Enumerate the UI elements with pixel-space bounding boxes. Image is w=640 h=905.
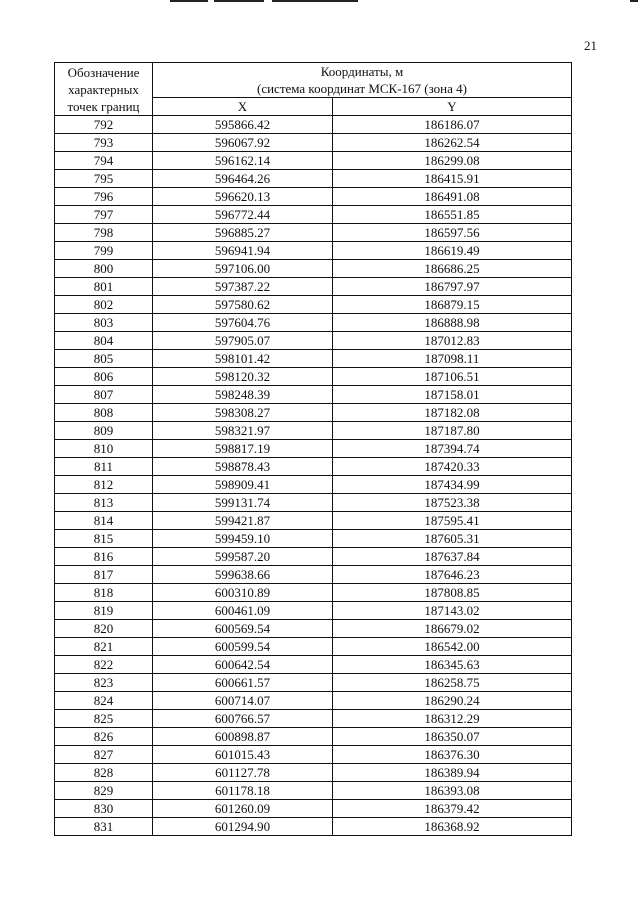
y-coordinate-cell: 186299.08 [333,152,572,170]
x-coordinate-cell: 596885.27 [153,224,333,242]
y-coordinate-cell: 186350.07 [333,728,572,746]
table-row [55,368,572,386]
table-row [55,710,572,728]
table-row [55,800,572,818]
table-row [55,494,572,512]
y-coordinate-cell: 186797.97 [333,278,572,296]
y-coordinate-cell: 187434.99 [333,476,572,494]
table-row [55,332,572,350]
y-coordinate-cell: 186551.85 [333,206,572,224]
point-number-cell: 825 [55,710,153,728]
point-number-cell: 795 [55,170,153,188]
point-number-cell: 815 [55,530,153,548]
point-number-cell: 797 [55,206,153,224]
table-row [55,314,572,332]
x-coordinate-cell: 598321.97 [153,422,333,440]
y-coordinate-cell: 186186.07 [333,116,572,134]
x-coordinate-cell: 600898.87 [153,728,333,746]
table-row [55,620,572,638]
point-number-cell: 807 [55,386,153,404]
y-coordinate-cell: 187605.31 [333,530,572,548]
x-coordinate-cell: 598101.42 [153,350,333,368]
x-coordinate-cell: 597580.62 [153,296,333,314]
y-coordinate-cell: 187158.01 [333,386,572,404]
x-coordinate-cell: 597106.00 [153,260,333,278]
y-coordinate-cell: 187595.41 [333,512,572,530]
y-coordinate-cell: 187098.11 [333,350,572,368]
point-header-line: характерных [68,81,139,97]
x-coordinate-cell: 597387.22 [153,278,333,296]
x-coordinate-cell: 601015.43 [153,746,333,764]
table-header-row [55,63,572,81]
page-number: 21 [584,38,597,53]
table-row [55,602,572,620]
point-number-cell: 818 [55,584,153,602]
y-coordinate-cell: 186368.92 [333,818,572,836]
x-coordinate-cell: 599638.66 [153,566,333,584]
table-row [55,224,572,242]
x-coordinate-cell: 596620.13 [153,188,333,206]
y-coordinate-cell: 186290.24 [333,692,572,710]
table-row [55,692,572,710]
x-coordinate-cell: 600569.54 [153,620,333,638]
point-number-cell: 799 [55,242,153,260]
x-coordinate-cell: 596162.14 [153,152,333,170]
y-coordinate-cell: 186491.08 [333,188,572,206]
x-coordinate-cell: 600766.57 [153,710,333,728]
point-number-cell: 827 [55,746,153,764]
y-coordinate-cell: 187637.84 [333,548,572,566]
point-header-line: Обозначение [67,64,140,80]
point-number-cell: 828 [55,764,153,782]
point-number-cell: 819 [55,602,153,620]
point-number-cell: 806 [55,368,153,386]
y-coordinate-cell: 186619.49 [333,242,572,260]
table-row [55,242,572,260]
x-coordinate-cell: 598878.43 [153,458,333,476]
x-coordinate-cell: 597604.76 [153,314,333,332]
point-number-cell: 809 [55,422,153,440]
x-coordinate-cell: 600461.09 [153,602,333,620]
coordinates-table [54,62,572,836]
point-number-cell: 816 [55,548,153,566]
table-row [55,386,572,404]
y-coordinate-cell: 187420.33 [333,458,572,476]
table-row [55,278,572,296]
y-coordinate-cell: 186879.15 [333,296,572,314]
x-coordinate-cell: 601260.09 [153,800,333,818]
y-coordinate-cell: 187394.74 [333,440,572,458]
point-number-cell: 805 [55,350,153,368]
point-number-cell: 822 [55,656,153,674]
point-number-cell: 817 [55,566,153,584]
point-number-cell: 808 [55,404,153,422]
y-coordinate-cell: 186888.98 [333,314,572,332]
table-row [55,728,572,746]
point-number-cell: 812 [55,476,153,494]
x-coordinate-cell: 601127.78 [153,764,333,782]
point-designation-header [55,63,153,116]
coordinate-system: (система координат МСК-167 (зона 4) [153,80,572,98]
point-number-cell: 792 [55,116,153,134]
x-column-header: X [153,98,333,116]
table-row [55,206,572,224]
y-coordinate-cell: 186679.02 [333,620,572,638]
point-number-cell: 794 [55,152,153,170]
point-number-cell: 800 [55,260,153,278]
x-coordinate-cell: 596067.92 [153,134,333,152]
x-coordinate-cell: 596941.94 [153,242,333,260]
point-number-cell: 813 [55,494,153,512]
point-number-cell: 802 [55,296,153,314]
table-row [55,818,572,836]
table-row [55,548,572,566]
y-column-header: Y [333,98,572,116]
y-coordinate-cell: 186389.94 [333,764,572,782]
x-coordinate-cell: 597905.07 [153,332,333,350]
y-coordinate-cell: 186597.56 [333,224,572,242]
x-coordinate-cell: 596464.26 [153,170,333,188]
y-coordinate-cell: 187187.80 [333,422,572,440]
table-row [55,350,572,368]
point-number-cell: 820 [55,620,153,638]
point-number-cell: 798 [55,224,153,242]
table-row [55,476,572,494]
x-coordinate-cell: 601294.90 [153,818,333,836]
x-coordinate-cell: 600714.07 [153,692,333,710]
table-row [55,566,572,584]
point-number-cell: 829 [55,782,153,800]
point-number-cell: 803 [55,314,153,332]
point-header-line: точек границ [67,98,140,114]
y-coordinate-cell: 186379.42 [333,800,572,818]
table-row [55,134,572,152]
y-coordinate-cell: 186258.75 [333,674,572,692]
x-coordinate-cell: 599459.10 [153,530,333,548]
x-coordinate-cell: 598248.39 [153,386,333,404]
table-row [55,746,572,764]
table-row [55,512,572,530]
x-coordinate-cell: 600310.89 [153,584,333,602]
table-row [55,296,572,314]
table-row [55,458,572,476]
table-row [55,584,572,602]
y-coordinate-cell: 186312.29 [333,710,572,728]
table-row [55,260,572,278]
point-number-cell: 814 [55,512,153,530]
top-edge-mark [170,0,208,2]
x-coordinate-cell: 599131.74 [153,494,333,512]
point-number-cell: 804 [55,332,153,350]
y-coordinate-cell: 186542.00 [333,638,572,656]
y-coordinate-cell: 187808.85 [333,584,572,602]
x-coordinate-cell: 598308.27 [153,404,333,422]
point-number-cell: 821 [55,638,153,656]
y-coordinate-cell: 187523.38 [333,494,572,512]
top-edge-mark [214,0,264,2]
table-row [55,674,572,692]
point-number-cell: 793 [55,134,153,152]
table-row [55,170,572,188]
point-number-cell: 811 [55,458,153,476]
coordinates-title: Координаты, м [153,63,572,81]
point-number-cell: 796 [55,188,153,206]
table-row [55,530,572,548]
top-edge-mark [630,0,638,2]
y-coordinate-cell: 187143.02 [333,602,572,620]
table-row [55,764,572,782]
table-row [55,782,572,800]
x-coordinate-cell: 600599.54 [153,638,333,656]
point-number-cell: 823 [55,674,153,692]
y-coordinate-cell: 187012.83 [333,332,572,350]
table-row [55,116,572,134]
point-number-cell: 824 [55,692,153,710]
x-coordinate-cell: 598120.32 [153,368,333,386]
point-number-cell: 810 [55,440,153,458]
table-row [55,638,572,656]
x-coordinate-cell: 598909.41 [153,476,333,494]
table-row [55,440,572,458]
top-edge-mark [272,0,358,2]
point-number-cell: 801 [55,278,153,296]
x-coordinate-cell: 600642.54 [153,656,333,674]
y-coordinate-cell: 187182.08 [333,404,572,422]
x-coordinate-cell: 596772.44 [153,206,333,224]
y-coordinate-cell: 186376.30 [333,746,572,764]
x-coordinate-cell: 601178.18 [153,782,333,800]
y-coordinate-cell: 187106.51 [333,368,572,386]
y-coordinate-cell: 186345.63 [333,656,572,674]
y-coordinate-cell: 186686.25 [333,260,572,278]
x-coordinate-cell: 600661.57 [153,674,333,692]
x-coordinate-cell: 595866.42 [153,116,333,134]
table-row [55,656,572,674]
point-number-cell: 831 [55,818,153,836]
x-coordinate-cell: 599421.87 [153,512,333,530]
point-number-cell: 830 [55,800,153,818]
table-row [55,152,572,170]
y-coordinate-cell: 186415.91 [333,170,572,188]
table-row [55,188,572,206]
y-coordinate-cell: 187646.23 [333,566,572,584]
x-coordinate-cell: 599587.20 [153,548,333,566]
point-number-cell: 826 [55,728,153,746]
table-row [55,422,572,440]
table-row [55,404,572,422]
y-coordinate-cell: 186262.54 [333,134,572,152]
x-coordinate-cell: 598817.19 [153,440,333,458]
y-coordinate-cell: 186393.08 [333,782,572,800]
